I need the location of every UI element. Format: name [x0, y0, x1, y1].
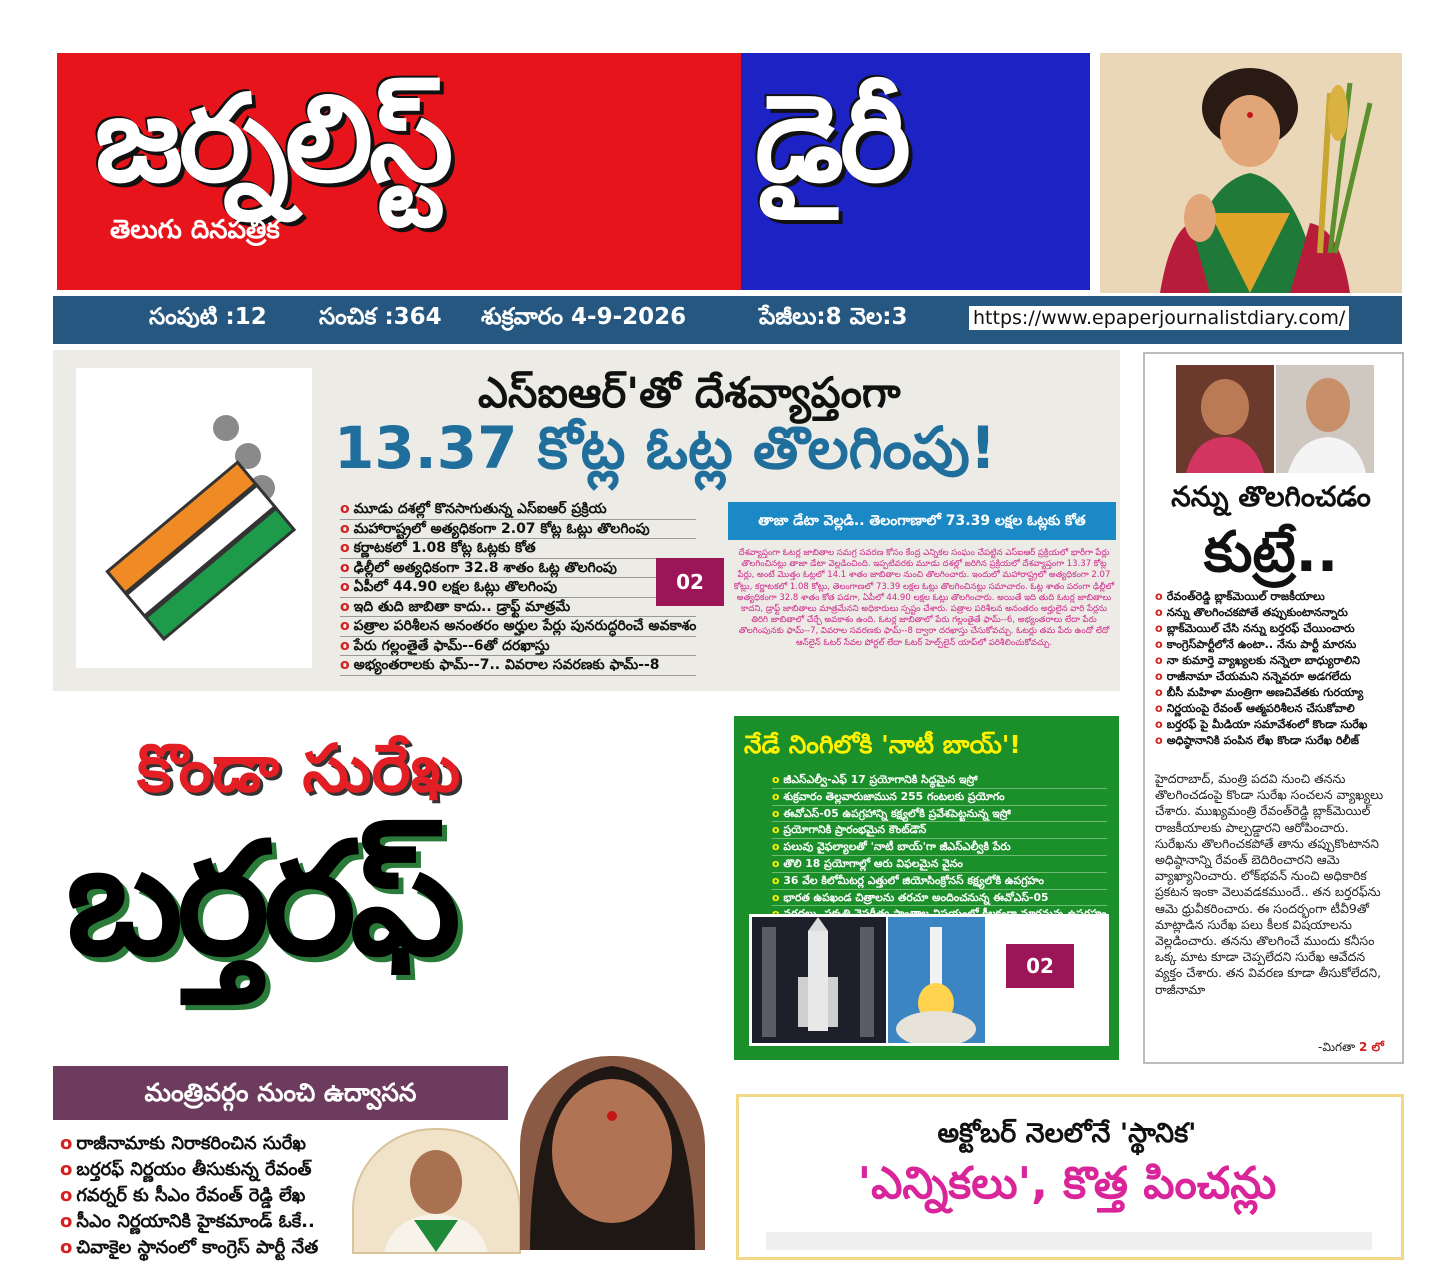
rocket-launchpad-photo	[752, 917, 886, 1043]
list-item: o నన్ను తొలగించకపోతే తప్పుకుంటానన్నారు	[1155, 606, 1348, 619]
revanth-reddy-photo	[1276, 365, 1374, 473]
list-item: o రేవంత్‌రెడ్డి బ్లాక్‌మెయిల్ రాజకీయాలు	[1155, 590, 1325, 603]
issue-number: సంచిక :364	[319, 304, 442, 330]
list-item: o పేరు గల్లంతైతే ఫామ్--6తో దరఖాస్తు	[340, 637, 696, 657]
sidebar-kicker: నన్ను తొలగించడం	[1171, 480, 1371, 513]
list-item: o పత్రాల పరిశీలన అనంతరం అర్హుల పేర్లు పునరుద్ధరించే అవకాశం	[340, 617, 696, 637]
website-link[interactable]: https://www.epaperjournalistdiary.com/	[969, 306, 1349, 330]
list-item: o రాజీనామాకు నిరాకరించిన సురేఖ	[60, 1133, 307, 1154]
list-item: o ఏపీలో 44.90 లక్షల ఓట్లు తొలగింపు	[340, 578, 696, 598]
konda-bullets	[60, 1131, 318, 1261]
list-item: o గవర్నర్ కు సీఎం రేవంత్ రెడ్డి లేఖ	[60, 1185, 306, 1206]
page-ref-badge[interactable]: 02	[1006, 944, 1074, 988]
list-item: o 36 వేల కిలోమీటర్ల ఎత్తులో జియోసింక్రోనస్ కక్ష్యలోకి ఉపగ్రహం	[772, 873, 1107, 890]
volume-number: సంపుటి :12	[149, 304, 267, 330]
continued-page: 2 లో	[1358, 1040, 1384, 1054]
list-item: o జీఎస్ఎల్వీ-ఎఫ్ 17 ప్రయోగానికి సిద్ధమైన ఇస్రో	[772, 772, 1107, 789]
list-item: o నా కుమార్తె వ్యాఖ్యలకు నన్నెలా బాధ్యురాలిని	[1155, 654, 1360, 667]
list-item: o అభ్యంతరాలకు ఫామ్--7.. వివరాల సవరణకు ఫామ్--8	[340, 656, 696, 676]
masthead-title-left: జర్నలిస్ట్	[95, 70, 450, 209]
list-item: o రాజీనామా చేయమని నన్నెవరూ అడగలేదు	[1155, 670, 1352, 683]
gslv-bullets	[772, 772, 1107, 923]
list-item: o పలువు వైఫల్యాలతో 'నాటీ బాయ్'గా జీఎస్ఎల్వీకి పేరు	[772, 839, 1107, 856]
sidebar-body-text: హైదరాబాద్, మంత్రి పదవి నుంచి తనను తొలగించడంపై కొండా సురేఖ సంచలన వ్యాఖ్యలు చేశారు. ముఖ్యమంత్రి రేవంత్‌రెడ్డి బ్లాక్‌మెయిల్ రాజకీయాలకు పాల్పడ్డారని ఆరోపించారు. సురేఖను తొలగించకపోతే తాను తప్పుకొంటానని అధిష్ఠానాన్ని రేవంత్ బెదిరించారని ఆమె వ్యాఖ్యానించారు. లోక్‌భవన్ నుంచి అధికారిక ప్రకటన ఇంకా వెలువడకముందే.. తన బర్తరఫ్‌ను ఆమె ధ్రువీకరించారు. ఈ సందర్భంగా టీవీ9తో మాట్లాడిన సురేఖ పలు కీలక విషయాలను వెల్లడించారు. తనను తొలగించే ముందు కనీసం ఒక్క మాట కూడా చెప్పలేదని సురేఖ ఆవేదన వ్యక్తం చేశారు. తన వివరణ కూడా తీసుకోలేదని, రాజీనామా	[1155, 771, 1384, 997]
list-item: o అధిష్ఠానానికి పంపిన లేఖ కొండా సురేఖ రిలీజ్	[1155, 734, 1359, 747]
masthead-title-right: డైరీ	[755, 70, 907, 209]
telangana-talli-illustration	[1100, 53, 1402, 293]
list-item: o ఢిల్లీలో అత్యధికంగా 32.8 శాతం ఓట్ల తొలగింపు	[340, 559, 696, 579]
konda-surekha-portrait	[520, 1056, 705, 1250]
konda-surekha-photo	[1176, 365, 1274, 473]
politician-photo	[352, 1128, 521, 1254]
konda-name-headline: కొండా సురేఖ	[137, 730, 461, 807]
top-story-bullets	[340, 500, 696, 676]
election-commission-logo	[76, 368, 312, 668]
list-item: o ఈవోఎస్-05 ఉపగ్రహాన్ని కక్ష్యలోకి ప్రవేశపెట్టనున్న ఇస్రో	[772, 806, 1107, 823]
list-item: o మూడు దశల్లో కొనసాగుతున్న ఎస్ఐఆర్ ప్రక్రియ	[340, 500, 696, 520]
top-story-headline: 13.37 కోట్ల ఓట్ల తొలగింపు!	[334, 414, 997, 482]
list-item: o తొలి 18 ప్రయోగాల్లో ఆరు విఫలమైన వైనం	[772, 856, 1107, 873]
list-item: o మహారాష్ట్రలో అత్యధికంగా 2.07 కోట్ల ఓట్లు తొలగింపు	[340, 520, 696, 540]
gslv-headline: నేడే నింగిలోకి 'నాటీ బాయ్'!	[744, 730, 1021, 759]
local-elections-headline: 'ఎన్నికలు', కొత్త పించన్లు	[857, 1158, 1277, 1209]
list-item: o బర్తరఫ్ నిర్ణయం తీసుకున్న రేవంత్	[60, 1159, 312, 1180]
list-item: o ఇది తుది జాబితా కాదు.. డ్రాఫ్ట్ మాత్రమే	[340, 598, 696, 618]
cabinet-removal-banner: మంత్రివర్గం నుంచి ఉద్వాసన	[53, 1066, 508, 1120]
list-item: o కాంగ్రెస్‌పార్టీలోనే ఉంటా.. నేను పార్టీ మారను	[1155, 638, 1357, 651]
top-story-body: దేశవ్యాప్తంగా ఓటర్ల జాబితాల సమగ్ర సవరణ కోసం కేంద్ర ఎన్నికల సంఘం చేపట్టిన ఎస్ఐఆర్ ప్రక్రియలో భారీగా పేర్లు తొలగించినట్లు తాజా డేటా వెల్లడించింది. ఇప్పటివరకు మూడు దశల్లో జరిగిన ప్రక్రియలో దేశవ్యాప్తంగా 13.37 కోట్ల పేర్లు, అంటే మొత్తం ఓట్లలో 14.1 శాతం జాబితాల నుంచి తొలగించారు. ఇందులో మహారాష్ట్రలో అత్యధికంగా 2.07 కోట్లు, కర్ణాటకలో 1.08 కోట్లు, తెలంగాణలో 73.39 లక్షల ఓట్లు తొలగించినట్లు సమాచారం. ఓట్ల శాతం పరంగా ఢిల్లీలో అత్యధికంగా 32.8 శాతం కోత పడగా, ఏపీలో 44.90 లక్షల ఓట్లు తొలగించారు. అయితే ఇది తుది ఓటర్ల జాబితాలు కాదని, డ్రాఫ్ట్ జాబితాలు మాత్రమేనని అధికారులు స్పష్టం చేశారు. పత్రాల పరిశీలన అనంతరం అర్హులైన వారి పేర్లను తిరిగి జాబితాలో చేర్చే అవకాశం ఉంది. ఓటర్ల జాబితాలో పేరు గల్లంతైతే ఫామ్--6, అభ్యంతరాలు లేదా పేరు తొలగింపునకు ఫామ్--7, వివరాల సవరణకు ఫామ్--8 ద్వారా దరఖాస్తు చేసుకోవచ్చు. ఓటర్లు తమ పేరు ఉందో లేదో ఆన్‌లైన్ ఓటర్ సేవల పోర్టల్ లేదా ఓటర్ హెల్ప్‌లైన్ యాప్‌లో పరిశీలించుకోవచ్చు.	[733, 548, 1115, 648]
rocket-launch-photo	[888, 917, 985, 1043]
page-ref-badge[interactable]: 02	[656, 558, 724, 606]
list-item: o కర్ణాటకలో 1.08 కోట్ల ఓట్లకు కోత	[340, 539, 696, 559]
issue-date: శుక్రవారం 4-9-2026	[481, 304, 687, 330]
list-item: o సీఎం నిర్ణయానికి హైకమాండ్ ఓకే..	[60, 1211, 315, 1232]
list-item: o చివాకైల స్థానంలో కాంగ్రెస్ పార్టీ నేత	[60, 1237, 319, 1258]
list-item: o బ్లాక్‌మెయిల్ చేసి నన్ను బర్తరఫ్ చేయించారు	[1155, 622, 1355, 635]
list-item: o శుక్రవారం తెల్లవారుజామున 255 గంటలకు ప్రయోగం	[772, 789, 1107, 806]
list-item: o నిర్ణయంపై రేవంత్ ఆత్మపరిశీలన చేసుకోవాలి	[1155, 702, 1355, 715]
masthead-subtitle: తెలుగు దినపత్రిక	[110, 215, 280, 245]
pages-price: పేజీలు:8 వెల:3	[759, 304, 908, 330]
list-item: o బర్తరఫ్ పై మీడియా సమావేశంలో కొండా సురేఖ	[1155, 718, 1368, 731]
sidebar-bullets	[1155, 589, 1367, 749]
data-update-banner: తాజా డేటా వెల్లడి.. తెలంగాణాలో 73.39 లక్షల ఓట్లకు కోత	[728, 502, 1116, 540]
list-item: o భారత ఉపఖండ చిత్రాలను తరచూ అందించనున్న ఈవోఎస్-05	[772, 890, 1107, 907]
top-story-kicker: ఎస్ఐఆర్'తో దేశవ్యాప్తంగా	[478, 368, 901, 417]
list-item: o బీసీ మహిళా మంత్రిగా అణచివేతకు గురయ్యా	[1155, 686, 1364, 699]
main-headline: బర్తరఫ్	[66, 808, 455, 990]
local-elections-strip	[766, 1232, 1372, 1250]
continued-on-page[interactable]	[1318, 1040, 1384, 1057]
local-elections-kicker: అక్టోబర్ నెలలోనే 'స్థానిక'	[937, 1118, 1197, 1149]
continued-label: -మిగతా	[1318, 1040, 1356, 1054]
sidebar-headline: కుట్రే..	[1203, 520, 1339, 585]
list-item: o ప్రయోగానికి ప్రారంభమైన కౌంట్‌డౌన్	[772, 822, 1107, 839]
